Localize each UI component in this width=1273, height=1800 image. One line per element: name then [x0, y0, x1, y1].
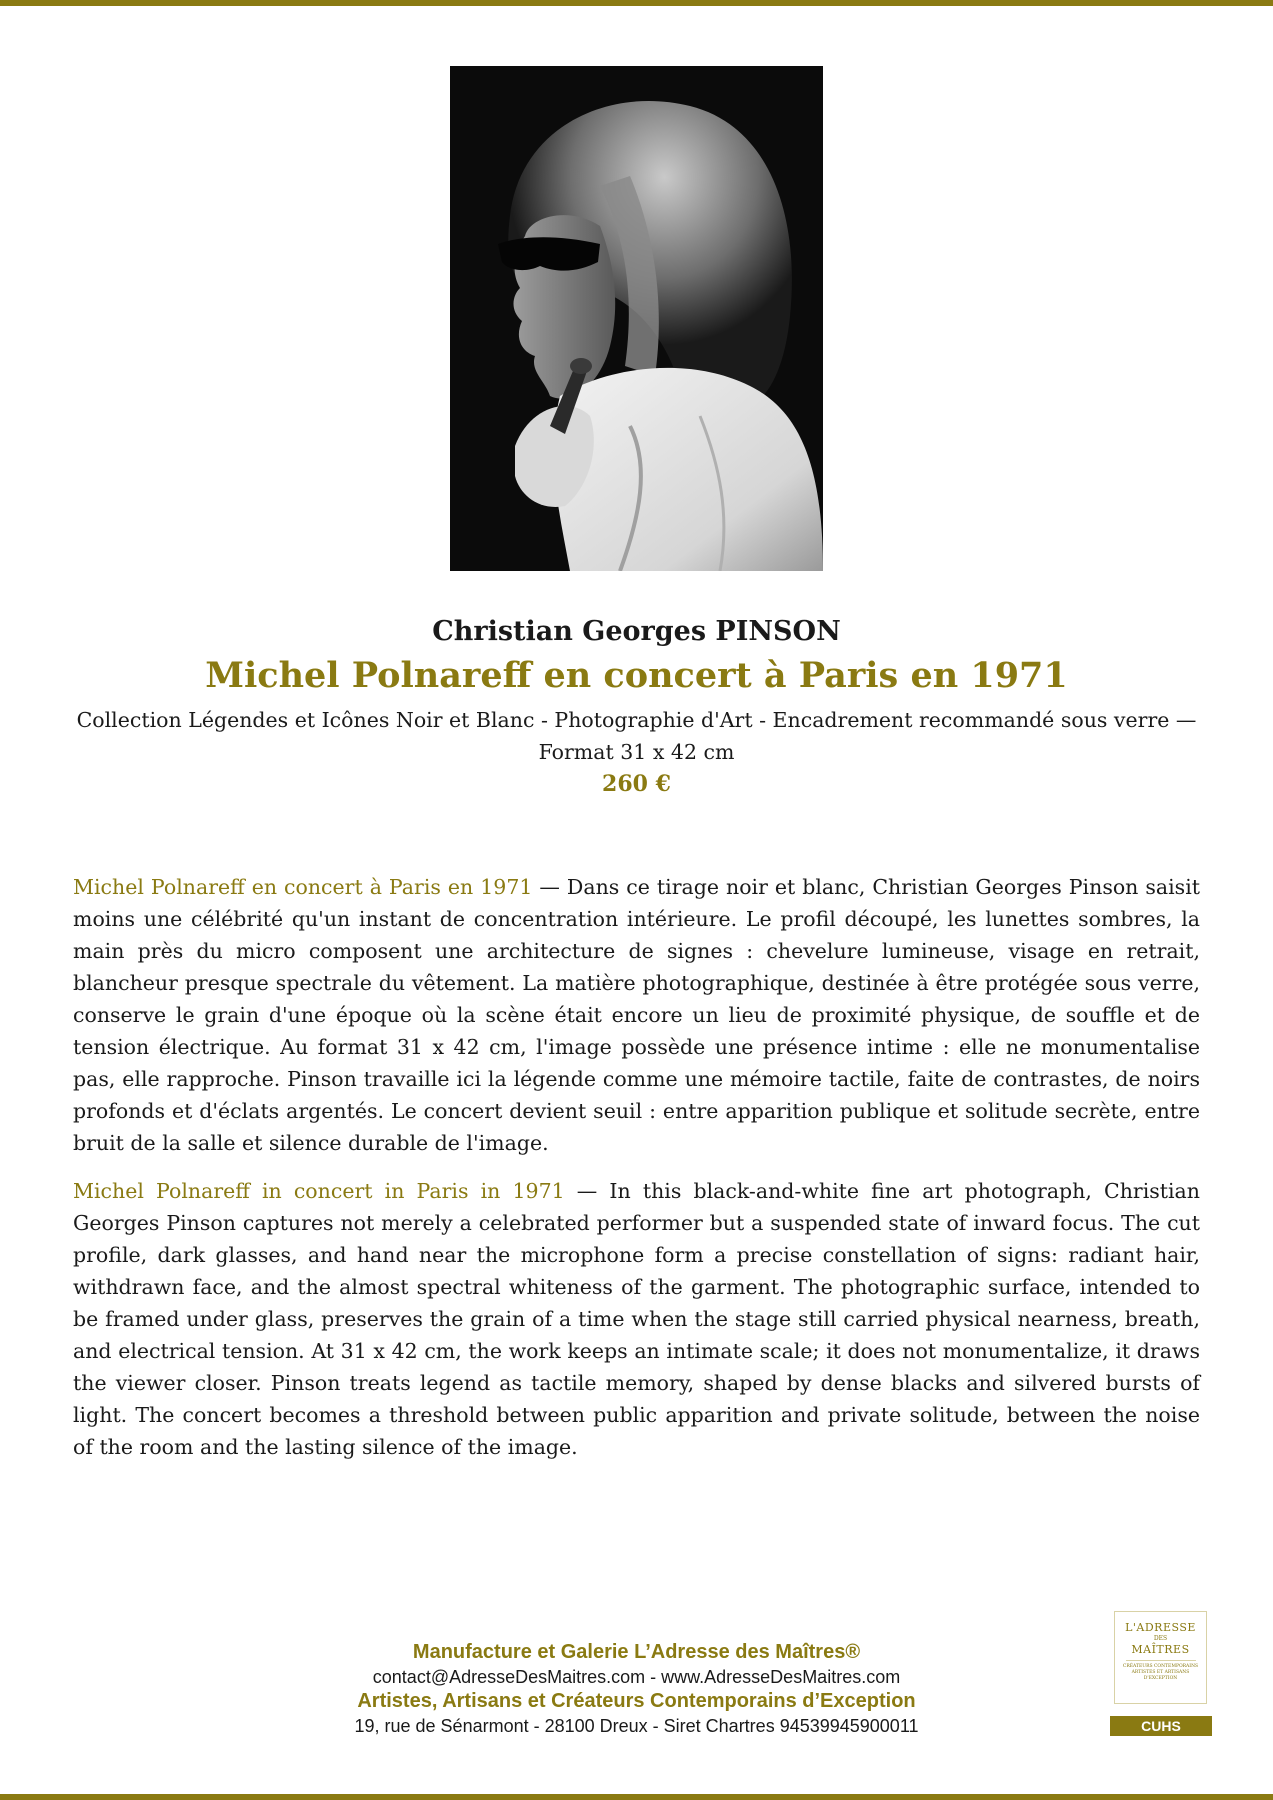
concert-portrait-photo [450, 66, 823, 571]
description-en-lead: Michel Polnareff in concert in Paris in 1971 [73, 1179, 565, 1203]
footer-contact: contact@AdresseDesMaitres.com - www.AdresseDesMaitres.com [372, 1667, 901, 1687]
footer-tagline: Artistes, Artisans et Créateurs Contemporains d’Exception [357, 1690, 916, 1712]
bottom-border [0, 1794, 1273, 1800]
logo-line4: CRÉATEURS CONTEMPORAINS ARTISTES ET ARTISANS D'EXCEPTION [1122, 1664, 1199, 1681]
description-fr-lead: Michel Polnareff en concert à Paris en 1971 [73, 875, 533, 899]
page-footer [0, 1640, 1273, 1738]
logo-line1: L'ADRESSE [1125, 1621, 1196, 1634]
top-border [0, 0, 1273, 6]
artwork-description [73, 871, 1200, 1479]
artwork-header [0, 612, 1273, 800]
artwork-subtitle: Collection Légendes et Icônes Noir et Blanc - Photographie d'Art - Encadrement recommandé sous verre — Format 31 x 42 cm [76, 708, 1197, 764]
description-fr [73, 871, 1200, 1159]
description-en-text: — In this black-and-white fine art photograph, Christian Georges Pinson captures not merely a celebrated performer but a suspended state of inward focus. The cut profile, dark glasses, and hand near the microphone form a precise constellation of signs: radiant hair, withdrawn face, and the almost spectral whiteness of the garment. The photographic surface, intended to be framed under glass, preserves the grain of a time when the stage still carried physical nearness, breath, and electrical tension. At 31 x 42 cm, the work keeps an intimate scale; it does not monumentalize, it draws the viewer closer. Pinson treats legend as tactile memory, shaped by dense blacks and silvered bursts of light. The concert becomes a threshold between public apparition and private solitude, between the noise of the room and the lasting silence of the image. [73, 1179, 1200, 1459]
cuhs-badge: CUHS [1110, 1716, 1212, 1736]
description-fr-text: — Dans ce tirage noir et blanc, Christian Georges Pinson saisit moins une célébrité qu'un instant de concentration intérieure. Le profil découpé, les lunettes sombres, la main près du micro composent une architecture de signes : chevelure lumineuse, visage en retrait, blancheur presque spectrale du vêtement. La matière photographique, destinée à être protégée sous verre, conserve le grain d'une époque où la scène était encore un lieu de proximité physique, de souffle et de tension électrique. Au format 31 x 42 cm, l'image possède une présence intime : elle ne monumentalise pas, elle rapproche. Pinson travaille ici la légende comme une mémoire tactile, faite de contrastes, de noirs profonds et d'éclats argentés. Le concert devient seuil : entre apparition publique et solitude secrète, entre bruit de la salle et silence durable de l'image. [73, 875, 1200, 1155]
gallery-logo [1114, 1611, 1207, 1704]
artwork-photo [450, 66, 823, 571]
logo-divider [1126, 1660, 1196, 1661]
description-en [73, 1175, 1200, 1463]
artwork-price: 260 € [602, 771, 671, 797]
logo-line2: DES [1153, 1635, 1168, 1642]
logo-line3: MAÎTRES [1131, 1643, 1190, 1656]
footer-gallery: Manufacture et Galerie L’Adresse des Maîtres® [412, 1641, 861, 1663]
artist-name: Christian Georges PINSON [432, 616, 841, 647]
artwork-title: Michel Polnareff en concert à Paris en 1971 [205, 655, 1068, 696]
footer-address: 19, rue de Sénarmont - 28100 Dreux - Siret Chartres 94539945900011 [354, 1716, 919, 1736]
